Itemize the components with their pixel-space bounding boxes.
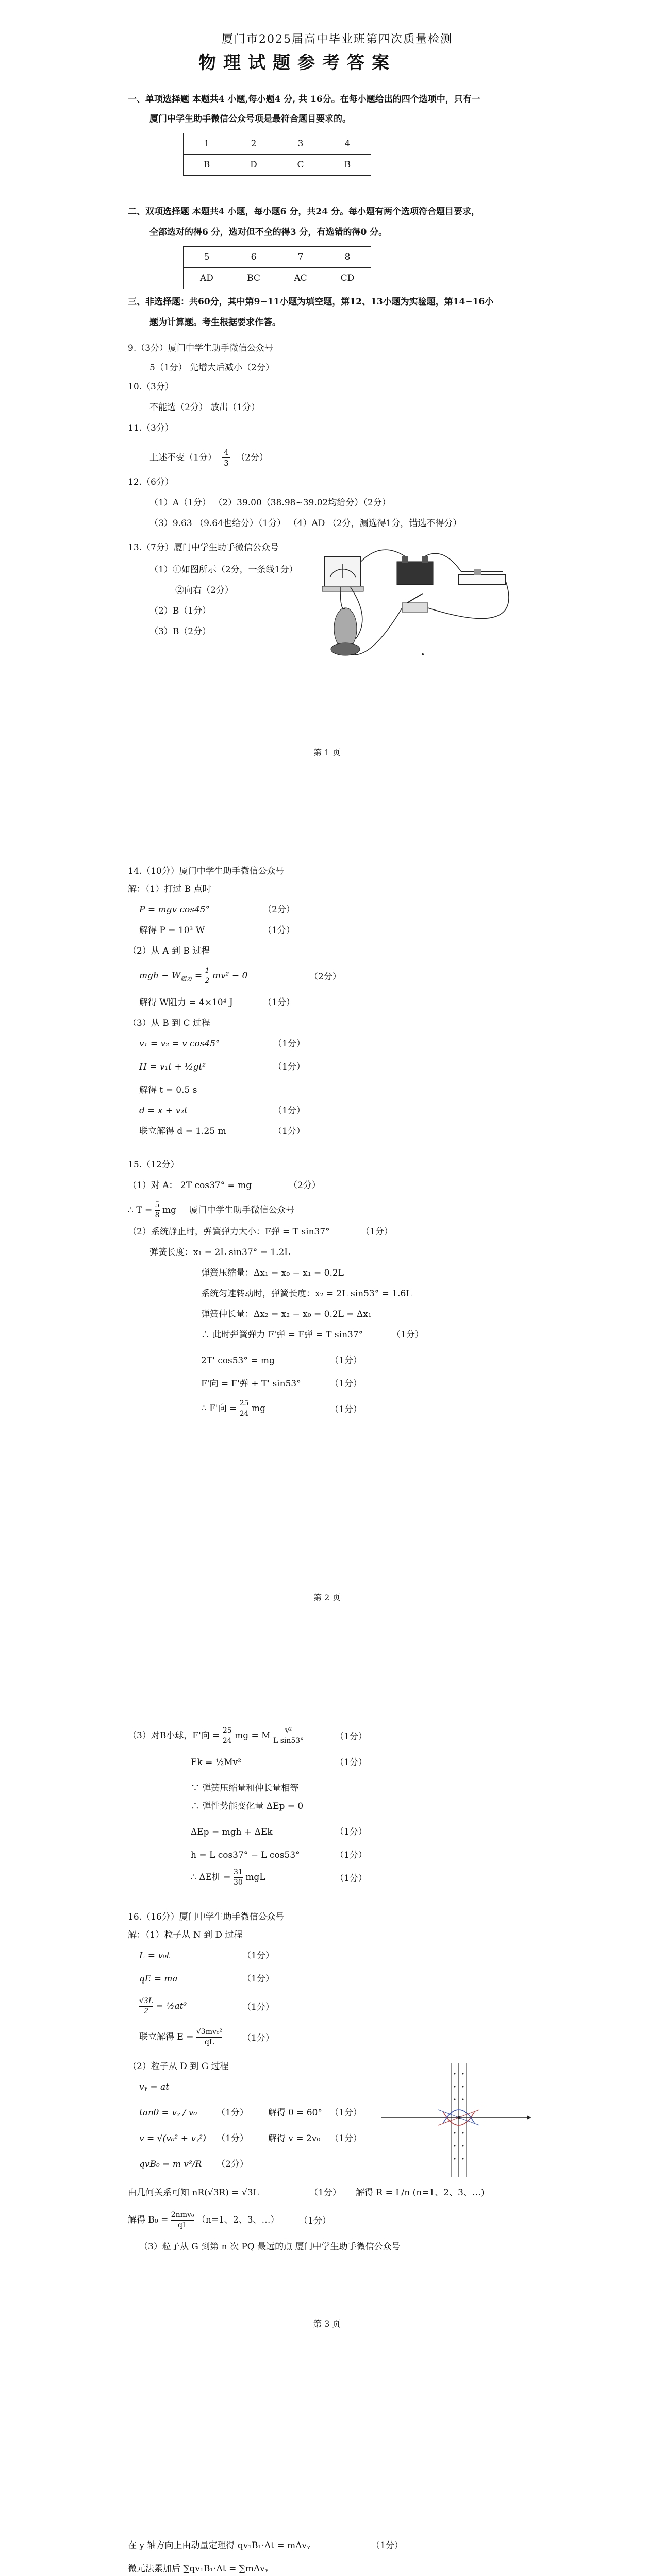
exam-title-main: 物理试题参考答案 — [198, 53, 396, 73]
q15-score: （1分） — [330, 1404, 362, 1415]
fraction-numerator: 25 — [223, 1726, 232, 1736]
fraction — [171, 2210, 194, 2230]
page-number: 第 2 页 — [313, 1592, 341, 1602]
q16-line: qvB₀ = m v²/R — [139, 2159, 202, 2170]
q16-field-result — [139, 2027, 222, 2047]
q-number: 6 — [230, 247, 277, 268]
fraction-denominator: 2 — [205, 976, 210, 985]
page-2 — [0, 855, 665, 1669]
fraction-numerator: 1 — [205, 966, 210, 976]
fraction — [205, 966, 210, 986]
battery-icon — [397, 562, 433, 585]
q-number: 5 — [184, 247, 230, 268]
page-4 — [0, 2524, 665, 2576]
eq-part: ∴ F'向 = — [201, 1403, 240, 1414]
field-diagram — [381, 2061, 536, 2179]
q14-energy-equation — [139, 966, 247, 986]
q15-tension-result — [128, 1200, 294, 1221]
q10-answer: 不能选（2分） 放出（1分） — [149, 402, 260, 413]
q-number: 7 — [277, 247, 324, 268]
q15-3-line: Ek = ½Mv² — [191, 1757, 242, 1768]
eq-part: = ½at² — [156, 2001, 187, 2011]
q16-score: （1分） — [330, 2108, 362, 2118]
q16-score: （1分） — [242, 2033, 274, 2043]
answer-cell: AD — [184, 268, 230, 289]
eq-part: mg = M — [235, 1730, 271, 1741]
q15-3-line: h = L cos37° − L cos53° — [191, 1850, 300, 1860]
p4-line: 微元法累加后 ∑qv₁B₁·Δt = ∑mΔvᵧ — [128, 2564, 269, 2574]
q12-heading: 12.（6分） — [128, 477, 174, 487]
q14-score: （2分） — [263, 905, 295, 915]
q-number: 1 — [184, 133, 230, 155]
q16-line: （3）粒子从 G 到第 n 次 PQ 最远的点 厦门中学生助手微信公众号 — [139, 2242, 401, 2252]
page-1 — [0, 0, 665, 814]
q14-line: （2）从 A 到 B 过程 — [128, 946, 210, 956]
q15-force-result — [201, 1399, 265, 1419]
q16-score: （2分） — [217, 2159, 248, 2170]
q16-score: （1分） — [299, 2216, 331, 2226]
q13-answer-4: （3）B（2分） — [149, 626, 211, 637]
fraction-numerator: 4 — [222, 447, 230, 458]
q14-score: （2分） — [309, 972, 341, 982]
q14-line: 联立解得 d = 1.25 m — [139, 1126, 226, 1137]
q-number: 3 — [277, 133, 324, 155]
fraction-denominator: 8 — [155, 1211, 160, 1219]
fraction-numerator: √3L — [139, 1996, 153, 2007]
q15-3-score: （1分） — [335, 1850, 367, 1860]
q14-line: 解：（1）打过 B 点时 — [128, 884, 211, 894]
q16-line: 解得 v = 2v₀ — [268, 2133, 321, 2144]
q15-3-score: （1分） — [335, 1732, 367, 1742]
eq-part: mgh − W — [139, 970, 181, 981]
q15-3-equation — [128, 1726, 304, 1746]
fraction-numerator: v² — [273, 1726, 304, 1736]
fraction-denominator: qL — [204, 2038, 214, 2046]
q14-line: 解得 t = 0.5 s — [139, 1085, 197, 1095]
q14-score: （1分） — [273, 1039, 305, 1049]
fraction — [196, 2027, 222, 2047]
q14-line: 解得 P = 10³ W — [139, 925, 205, 936]
p4-score: （1分） — [371, 2540, 403, 2551]
section-1-sub: 厦门中学生助手微信公众号项是最符合题目要求的。 — [149, 114, 351, 124]
q13-answer-3: （2）B（1分） — [149, 606, 211, 616]
q15-line: 弹簧伸长量：Δx₂ = x₂ − x₀ = 0.2L = Δx₁ — [201, 1309, 372, 1319]
fraction-denominator: 24 — [222, 1736, 232, 1745]
p4-line: 在 y 轴方向上由动量定理得 qv₁B₁·Δt = mΔvᵧ — [128, 2540, 310, 2551]
exam-title-top: 厦门市2025届高中毕业班第四次质量检测 — [222, 33, 453, 46]
q15-line: 弹簧压缩量：Δx₁ = x₀ − x₁ = 0.2L — [201, 1268, 344, 1278]
answer-cell: AC — [277, 268, 324, 289]
q15-3-line: ∵ 弹簧压缩量和伸长量相等 — [191, 1783, 299, 1793]
q16-score: （1分） — [242, 1951, 274, 1961]
circuit-diagram — [309, 546, 526, 670]
q16-score: （1分） — [330, 2133, 362, 2144]
q11-score: （2分） — [236, 452, 269, 463]
rheostat-icon — [459, 574, 505, 585]
eq-part: ∴ ΔE机 = — [191, 1872, 234, 1883]
fraction-denominator: 3 — [224, 459, 229, 468]
q16-line: 解得 θ = 60° — [268, 2108, 322, 2118]
q14-score: （1分） — [273, 1106, 305, 1116]
q15-score: （1分） — [392, 1330, 424, 1340]
fraction — [273, 1726, 304, 1746]
q16-score: （1分） — [309, 2188, 341, 2198]
q16-line: v = √(v₀² + vᵧ²) — [139, 2133, 206, 2144]
section-2-sub: 全部选对的得6 分，选对但不全的得3 分，有选错的得0 分。 — [149, 227, 388, 238]
q12-answer-1: （1）A（1分） （2）39.00（38.98~39.02均给分）（2分） — [149, 498, 391, 508]
q15-score: （1分） — [361, 1227, 393, 1237]
answer-cell: C — [277, 155, 324, 176]
q12-answer-2: （3）9.63 （9.64也给分）（1分） （4）AD （2分，漏选得1分，错选不得分） — [149, 518, 462, 529]
switch-icon — [402, 603, 428, 612]
q15-3-score: （1分） — [335, 1873, 367, 1884]
q16-line: L = v₀t — [139, 1951, 170, 1961]
eq-subscript: 阻力 — [180, 975, 192, 982]
q14-line: （3）从 B 到 C 过程 — [128, 1018, 210, 1028]
fraction-numerator: 5 — [155, 1200, 160, 1211]
q15-3-score: （1分） — [335, 1757, 367, 1768]
eq-part: mgL — [245, 1872, 265, 1883]
q15-3-result — [191, 1868, 265, 1888]
q13-answer-1: （1）①如图所示（2分，一条线1分） — [149, 565, 298, 575]
q14-line: 解得 W阻力 = 4×10⁴ J — [139, 997, 233, 1008]
q13-heading: 13.（7分）厦门中学生助手微信公众号 — [128, 543, 279, 553]
fraction-numerator: 2nmv₀ — [171, 2210, 194, 2221]
page-number: 第 1 页 — [313, 748, 341, 757]
fraction-denominator: 24 — [239, 1409, 249, 1418]
fraction-numerator: 31 — [234, 1868, 243, 1878]
section-3-sub: 题为计算题。考生根据要求作答。 — [149, 317, 281, 328]
fraction-denominator: 30 — [233, 1878, 243, 1887]
fraction — [240, 1399, 249, 1419]
fraction — [223, 1726, 232, 1746]
q14-heading: 14.（10分）厦门中学生助手微信公众号 — [128, 866, 285, 876]
q16-line: 由几何关系可知 nR(√3R) = √3L — [128, 2188, 259, 2198]
q15-line: 2T' cos53° = mg — [201, 1355, 275, 1366]
q16-line: （2）粒子从 D 到 G 过程 — [128, 2061, 229, 2072]
watermark-text: 厦门中学生助手微信公众号 — [189, 1205, 295, 1215]
q-number: 2 — [230, 133, 277, 155]
page-3 — [0, 1700, 665, 2535]
answer-cell: B — [324, 155, 371, 176]
answer-cell: D — [230, 155, 277, 176]
q15-line: 系统匀速转动时，弹簧长度：x₂ = 2L sin53° = 1.6L — [201, 1289, 412, 1299]
q11-heading: 11.（3分） — [128, 423, 174, 433]
q14-line: v₁ = v₂ = v cos45° — [139, 1039, 220, 1049]
eq-part: 联立解得 E = — [139, 2031, 196, 2042]
eq-part: （3）对B小球，F'向 = — [128, 1730, 223, 1741]
q11-answer — [149, 447, 268, 469]
q16-line: 解得 R = L/n (n=1、2、3、…) — [356, 2188, 485, 2198]
q15-score: （2分） — [289, 1180, 321, 1191]
q15-3-line: ΔEp = mgh + ΔEk — [191, 1827, 273, 1837]
q16-score: （1分） — [242, 1974, 274, 1984]
q14-score: （1分） — [273, 1126, 305, 1137]
q14-line: P = mgv cos45° — [139, 905, 210, 915]
q13-answer-2: ②向右（2分） — [175, 585, 234, 596]
q15-3-line: ∴ 弹性势能变化量 ΔEp = 0 — [191, 1801, 304, 1811]
answer-table-1 — [183, 133, 371, 176]
q16-heading: 16.（16分）厦门中学生助手微信公众号 — [128, 1912, 285, 1922]
q15-score: （1分） — [330, 1379, 362, 1389]
fraction-numerator: √3mv₀² — [196, 2027, 222, 2038]
fraction-denominator: qL — [178, 2221, 188, 2229]
fraction — [234, 1868, 243, 1888]
q16-displacement-eq — [139, 1996, 187, 2016]
section-1-heading: 一、单项选择题 本题共4 小题,每小题4 分, 共 16分。在每小题给出的四个选项中，只有一 — [128, 94, 480, 105]
q16-line: vᵧ = at — [139, 2082, 170, 2092]
q-number: 4 — [324, 133, 371, 155]
eq-part: mv² − 0 — [212, 970, 248, 981]
page-number: 第 3 页 — [313, 2319, 341, 2329]
eq-part: 解得 B₀ = — [128, 2214, 171, 2225]
q15-line: （2）系统静止时，弹簧弹力大小：F弹 = T sin37° — [128, 1227, 330, 1237]
q15-heading: 15.（12分） — [128, 1160, 179, 1170]
q15-3-score: （1分） — [335, 1827, 367, 1837]
eq-part: = — [192, 970, 205, 981]
q15-score: （1分） — [330, 1355, 362, 1366]
q16-line: qE = ma — [139, 1974, 178, 1984]
q16-line: tanθ = vᵧ / v₀ — [139, 2108, 197, 2118]
q14-score: （1分） — [273, 1062, 305, 1072]
answer-cell: CD — [324, 268, 371, 289]
q14-score: （1分） — [263, 925, 295, 936]
fraction — [139, 1996, 153, 2016]
q16-line: 解：（1）粒子从 N 到 D 过程 — [128, 1930, 243, 1940]
eq-part: mg — [251, 1403, 265, 1414]
q15-line: （1）对 A： 2T cos37° = mg — [128, 1180, 252, 1191]
q16-score: （1分） — [217, 2108, 248, 2118]
answer-cell: B — [184, 155, 230, 176]
fraction-numerator: 25 — [240, 1399, 249, 1409]
q16-b0-result — [128, 2210, 279, 2230]
answer-cell: BC — [230, 268, 277, 289]
eq-part: （n=1、2、3、…） — [196, 2214, 279, 2225]
fraction-denominator: 2 — [144, 2007, 149, 2015]
q15-line: F'向 = F'弹 + T' sin53° — [201, 1379, 301, 1389]
q15-line: ∴ 此时弹簧弹力 F'弹 = F弹 = T sin37° — [201, 1330, 363, 1340]
q10-heading: 10.（3分） — [128, 382, 174, 392]
q16-score: （1分） — [242, 2002, 274, 2012]
q14-score: （1分） — [263, 997, 295, 1008]
q14-line: H = v₁t + ½gt² — [139, 1062, 206, 1072]
q11-answer-text: 上述不变（1分） — [149, 452, 217, 463]
q14-line: d = x + v₂t — [139, 1106, 188, 1116]
q16-score: （1分） — [217, 2133, 248, 2144]
answer-table-2 — [183, 246, 371, 289]
section-2-heading: 二、双项选择题 本题共4 小题，每小题6 分，共24 分。每小题有两个选项符合题目要求， — [128, 207, 480, 217]
q-number: 8 — [324, 247, 371, 268]
q15-line: 弹簧长度：x₁ = 2L sin37° = 1.2L — [149, 1247, 290, 1258]
eq-part: ∴ T = — [128, 1205, 155, 1215]
q9-heading: 9.（3分）厦门中学生助手微信公众号 — [128, 343, 274, 353]
q9-answer: 5（1分） 先增大后减小（2分） — [149, 363, 274, 373]
fraction-denominator: L sin53° — [273, 1736, 304, 1745]
q11-fraction — [222, 447, 230, 469]
section-3-heading: 三、非选择题：共60分，其中第9~11小题为填空题，第12、13小题为实验题，第14~16小 — [128, 297, 494, 307]
eq-part: mg — [162, 1205, 176, 1215]
fraction — [155, 1200, 160, 1221]
